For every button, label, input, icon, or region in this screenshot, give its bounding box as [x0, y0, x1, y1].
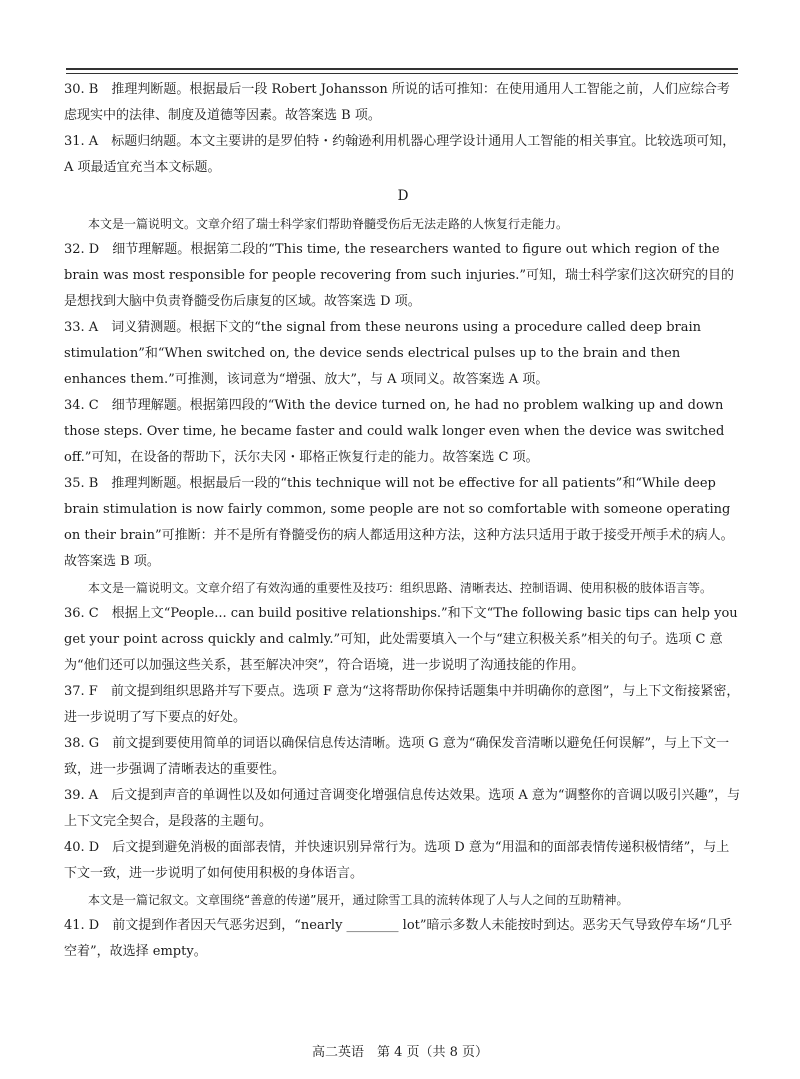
answer-41: 41. D 前文提到作者因天气恶劣迟到，“nearly ________ lot”暗示多数人未能按时到达。恶劣天气导致停车场“几乎空着”，故选择 empty。 [64, 918, 733, 959]
answer-40: 40. D 后文提到避免消极的面部表情，并快速识别异常行为。选项 D 意为“用温和的面部表情传递积极情绪”，与上下文一致，进一步说明了如何使用积极的身体语言。 [64, 840, 730, 881]
answer-32: 32. D 细节理解题。根据第二段的“This time, the researchers wanted to figure out which region of the brain was most responsible for people recovering from such injuries.”可知，瑞士科学家们这次研究的目的是想找到大脑中负责脊髓受伤后康复的区域。故答案选 D 项。 [64, 242, 735, 309]
answer-33: 33. A 词义猜测题。根据下文的“the signal from these neurons using a procedure called deep brain stimulation”和“When switched on, the device sends electrical pulses up to the brain and then enhances them.”可推测，该词意为“增强、放大”，与 A 项同义。故答案选 A 项。 [64, 320, 702, 387]
section-d-intro: 本文是一篇说明文。文章介绍了瑞士科学家们帮助脊髓受伤后无法走路的人恢复行走能力。 [88, 217, 569, 231]
answer-31: 31. A 标题归纳题。本文主要讲的是罗伯特・约翰逊利用机器心理学设计通用人工智能的相关事宜。比较选项可知，A 项最适宜充当本文标题。 [64, 134, 736, 175]
answer-30: 30. B 推理判断题。根据最后一段 Robert Johansson 所说的话可推知：在使用通用人工智能之前，人们应综合考虑现实中的法律、制度及道德等因素。故答案选 B 项。 [64, 82, 730, 123]
answer-content [64, 77, 742, 965]
header-rule-thick [66, 68, 738, 70]
header-rule-thin [66, 73, 738, 74]
page-footer: 高二英语 第 4 页（共 8 页） [311, 1045, 489, 1060]
answer-34: 34. C 细节理解题。根据第四段的“With the device turned on, he had no problem walking up and down those steps. Over time, he became faster and could walk longer even when the device was switched off.”可知，在设备的帮助下，沃尔夫冈・耶格正恢复行走的能力。故答案选 C 项。 [64, 398, 725, 465]
answer-39: 39. A 后文提到声音的单调性以及如何通过音调变化增强信息传达效果。选项 A 意为“调整你的音调以吸引兴趣”，与上下文完全契合，是段落的主题句。 [64, 788, 741, 829]
answer-36: 36. C 根据上文“People... can build positive relationships.”和下文“The following basic tips can help you get your point across quickly and calmly.”可知，此处需要填入一个与“建立积极关系”相关的句子。选项 C 意为“他们还可以加强这些关系，甚至解决冲突”，符合语境，进一步说明了沟通技能的作用。 [64, 606, 738, 673]
section-intro-communication: 本文是一篇说明文。文章介绍了有效沟通的重要性及技巧：组织思路、清晰表达、控制语调、使用积极的肢体语言等。 [88, 581, 713, 595]
answer-35: 35. B 推理判断题。根据最后一段的“this technique will not be effective for all patients”和“While deep brain stimulation is now fairly common, some people are not so comfortable with someone operating on their brain”可推断：并不是所有脊髓受伤的病人都适用这种方法，这种方法只适用于敢于接受开颅手术的病人。故答案选 B 项。 [64, 476, 734, 569]
answer-38: 38. G 前文提到要使用简单的词语以确保信息传达清晰。选项 G 意为“确保发音清晰以避免任何误解”，与上下文一致，进一步强调了清晰表达的重要性。 [64, 736, 730, 777]
section-letter-d: D [397, 188, 409, 204]
answer-37: 37. F 前文提到组织思路并写下要点。选项 F 意为“这将帮助你保持话题集中并明确你的意图”，与上下文衔接紧密，进一步说明了写下要点的好处。 [64, 684, 740, 725]
section-intro-narrative: 本文是一篇记叙文。文章围绕“善意的传递”展开，通过除雪工具的流转体现了人与人之间的互助精神。 [88, 893, 629, 907]
